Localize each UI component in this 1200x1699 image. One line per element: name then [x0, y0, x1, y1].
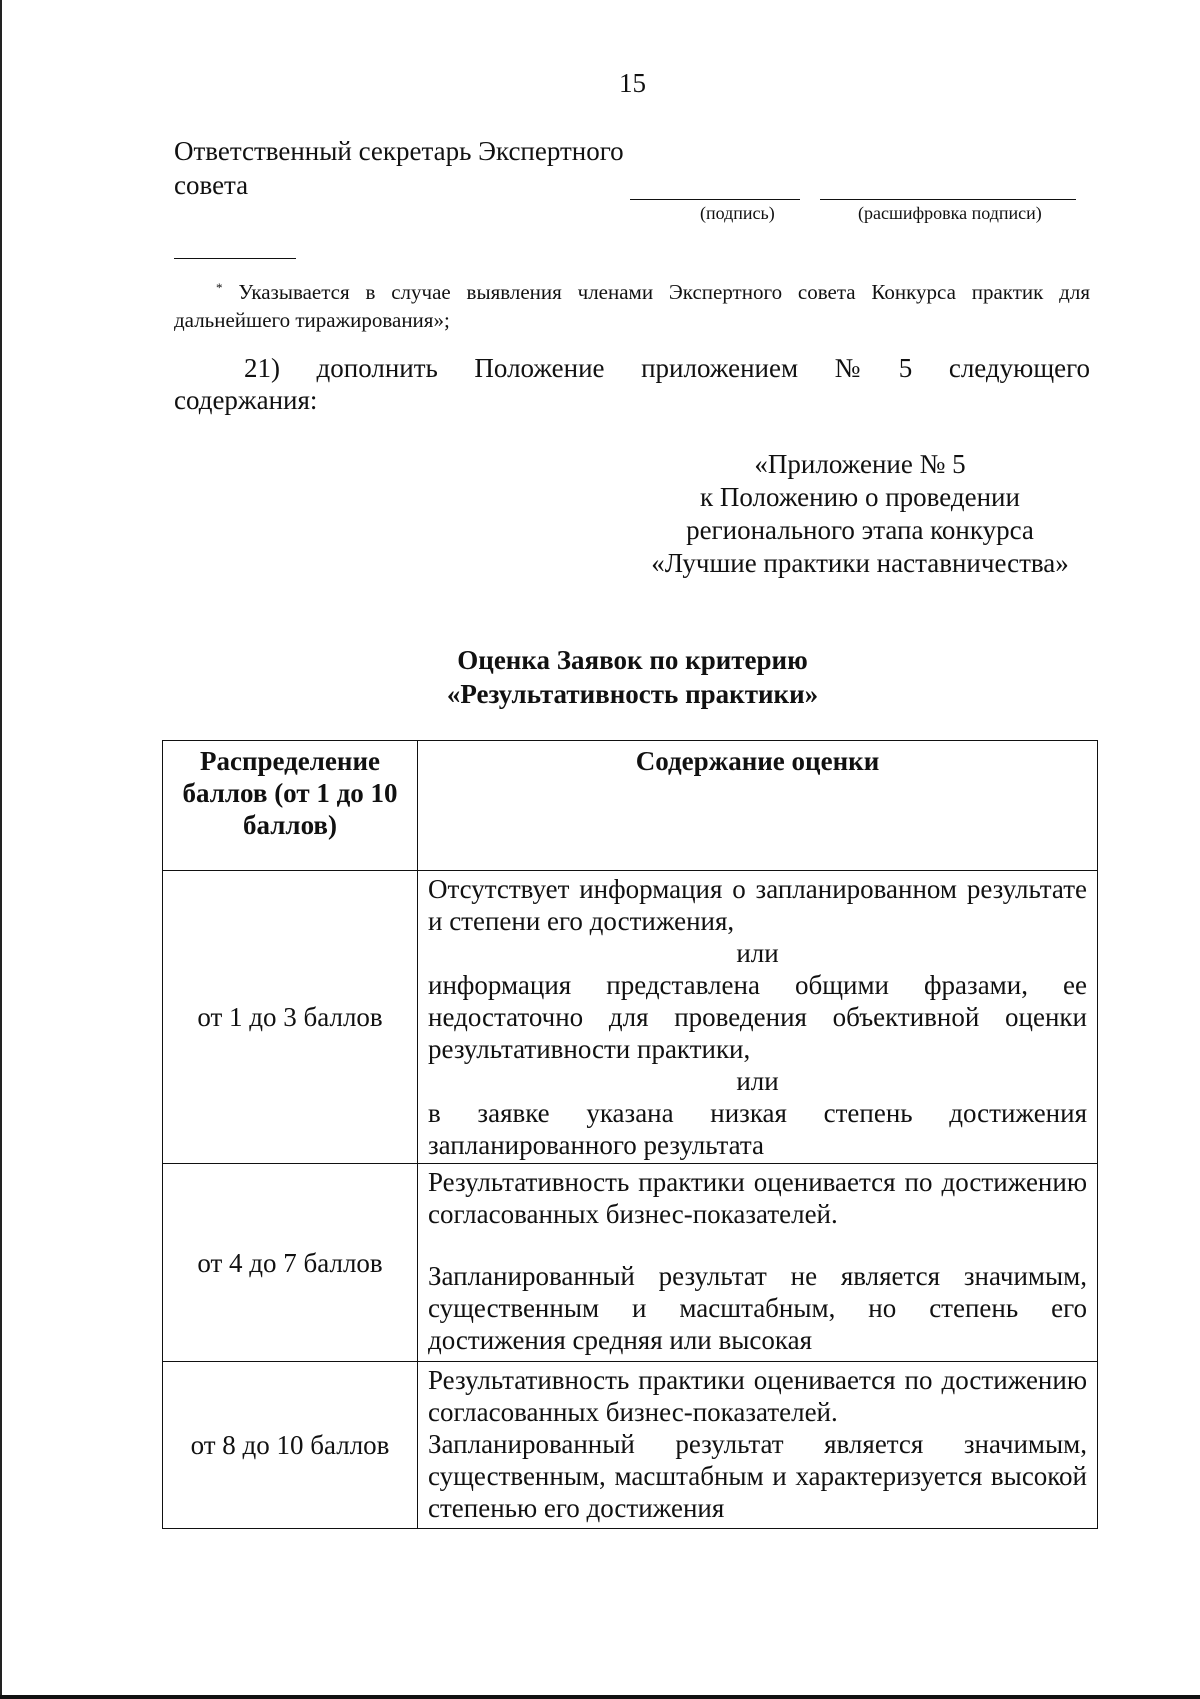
- content-paragraph: в заявке указана низкая степень достижения запланированного результата: [428, 1098, 1087, 1160]
- signature-line: [630, 199, 800, 200]
- appendix-line: «Лучшие практики наставничества»: [651, 548, 1069, 578]
- content-paragraph: Результативность практики оценивается по достижению согласованных бизнес-показателей.: [428, 1365, 1087, 1427]
- content-paragraph: Запланированный результат не является значимым, существенным и масштабным, но степень его достижения средняя или высокая: [428, 1261, 1087, 1355]
- appendix-header: [620, 448, 1100, 580]
- document-title-line: «Результативность практики»: [446, 679, 819, 709]
- scan-edge-left: [0, 0, 2, 1699]
- footnote-marker: *: [216, 280, 223, 295]
- appendix-line: регионального этапа конкурса: [686, 515, 1034, 545]
- table-row: [163, 1164, 1098, 1362]
- evaluation-content: [418, 1362, 1098, 1529]
- header-score-distribution: Распределение баллов (от 1 до 10 баллов): [163, 741, 418, 871]
- table-header-row: [163, 741, 1098, 871]
- evaluation-content: [418, 1164, 1098, 1362]
- content-paragraph: информация представлена общими фразами, ее недостаточно для проведения объективной оценки результативности практики,: [428, 970, 1087, 1064]
- secretary-title: Ответственный секретарь Экспертного совета: [174, 136, 624, 200]
- page-number: 15: [619, 68, 646, 98]
- footnote-text: Указывается в случае выявления членами Экспертного совета Конкурса практик для дальнейшего тиражирования»;: [174, 280, 1090, 332]
- footnote-separator: [174, 258, 296, 259]
- amendment-paragraph: [174, 352, 1090, 416]
- document-title: [0, 643, 1200, 711]
- appendix-line: к Положению о проведении: [700, 482, 1020, 512]
- signature-decoding-line: [820, 199, 1076, 200]
- signature-caption: (подпись): [700, 203, 775, 223]
- evaluation-content: [418, 871, 1098, 1164]
- score-range: от 8 до 10 баллов: [163, 1362, 418, 1529]
- table-row: [163, 1362, 1098, 1529]
- score-range: от 1 до 3 баллов: [163, 871, 418, 1164]
- content-paragraph: Результативность практики оценивается по достижению согласованных бизнес-показателей.: [428, 1167, 1087, 1229]
- content-or: или: [736, 1066, 779, 1096]
- content-gap: [428, 1230, 1087, 1260]
- document-title-line: Оценка Заявок по критерию: [457, 645, 808, 675]
- content-or: или: [736, 938, 779, 968]
- content-paragraph: Запланированный результат является значимым, существенным, масштабным и характеризуется высокой степенью его достижения: [428, 1429, 1087, 1523]
- appendix-line: «Приложение № 5: [754, 449, 966, 479]
- footnote: [174, 274, 1090, 334]
- header-evaluation-content: Содержание оценки: [418, 741, 1098, 871]
- score-range: от 4 до 7 баллов: [163, 1164, 418, 1362]
- signature-decoding-caption: (расшифровка подписи): [858, 203, 1042, 223]
- amendment-text: 21) дополнить Положение приложением № 5 следующего содержания:: [174, 353, 1090, 415]
- scan-edge-bottom: [0, 1695, 1200, 1699]
- evaluation-table: [162, 740, 1098, 1529]
- content-paragraph: Отсутствует информация о запланированном результате и степени его достижения,: [428, 874, 1087, 936]
- table-row: [163, 871, 1098, 1164]
